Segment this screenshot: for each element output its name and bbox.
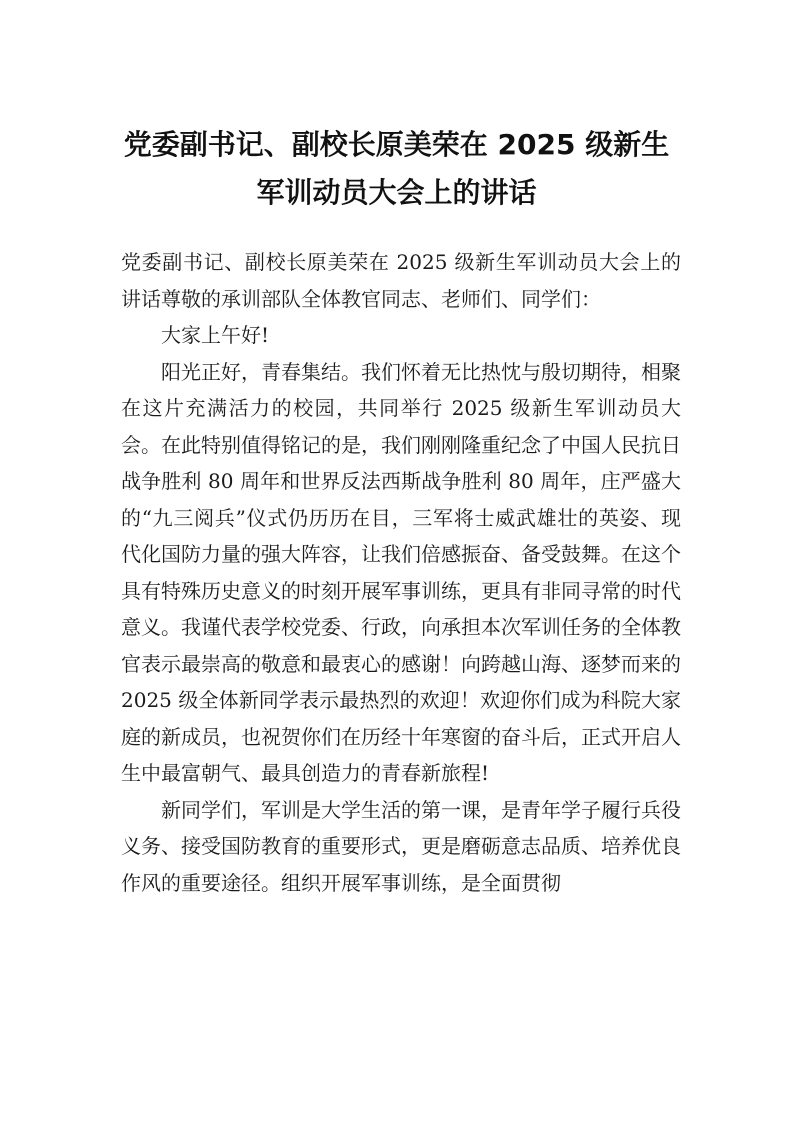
opening-paragraph: 党委副书记、副校长原美荣在 2025 级新生军训动员大会上的讲话尊敬的承训部队全体教官同志、老师们、同学们： [121,250,681,311]
document-title-line-1: 党委副书记、副校长原美荣在 2025 级新生 [123,128,670,161]
document-body [121,244,681,901]
body-paragraph: 新同学们，军训是大学生活的第一课，是青年学子履行兵役义务、接受国防教育的重要形式，更是磨砺意志品质、培养优良作风的重要途径。组织开展军事训练，是全面贯彻 [121,797,681,895]
body-paragraph: 阳光正好，青春集结。我们怀着无比热忱与殷切期待，相聚在这片充满活力的校园，共同举行 2025 级新生军训动员大会。在此特别值得铭记的是，我们刚刚隆重纪念了中国人民抗日战争胜利 80 周年和世界反法西斯战争胜利 80 周年，庄严盛大的“九三阅兵”仪式仍历历在目，三军将士威武雄壮的英姿、现代化国防力量的强大阵容，让我们倍感振奋、备受鼓舞。在这个具有特殊历史意义的时刻开展军事训练，更具有非同寻常的时代意义。我谨代表学校党委、行政，向承担本次军训任务的全体教官表示最崇高的敬意和最衷心的感谢！向跨越山海、逐梦而来的 2025 级全体新同学表示最热烈的欢迎！欢迎你们成为科院大家庭的新成员，也祝贺你们在历经十年寒窗的奋斗后，正式开启人生中最富朝气、最具创造力的青春新旅程! [121,359,681,785]
greeting-paragraph: 大家上午好! [161,323,270,347]
document-title-line-2: 军训动员大会上的讲话 [256,176,537,209]
